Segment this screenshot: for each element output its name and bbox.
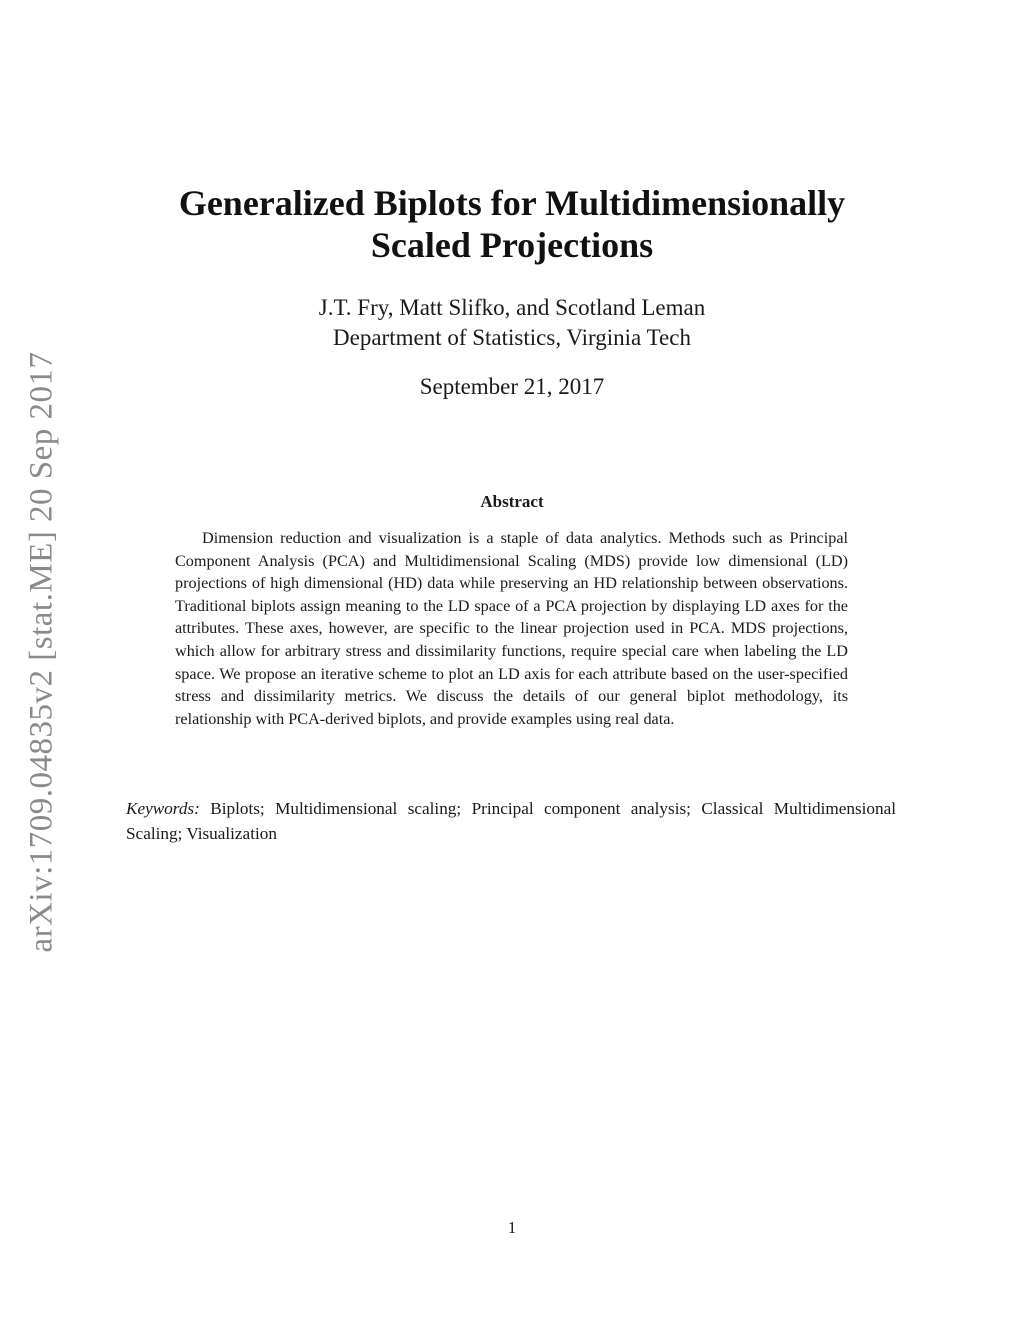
author-block bbox=[0, 293, 1024, 353]
abstract-heading: Abstract bbox=[480, 492, 544, 511]
publication-date: September 21, 2017 bbox=[419, 374, 605, 399]
title-line-2: Scaled Projections bbox=[370, 225, 654, 265]
paper-title bbox=[0, 182, 1024, 266]
abstract-text: Dimension reduction and visualization is a staple of data analytics. Methods such as Principal Component Analysis (PCA) and Multidimensional Scaling (MDS) provide low dimensional (LD) projections of high dimensional (HD) data while preserving an HD relationship between observations. Traditional biplots assign meaning to the LD space of a PCA projection by displaying LD axes for the attributes. These axes, however, are specific to the linear projection used in PCA. MDS projections, which allow for arbitrary stress and dissimilarity functions, require special care when labeling the LD space. We propose an iterative scheme to plot an LD axis for each attribute based on the user-specified stress and dissimilarity metrics. We discuss the details of our general biplot methodology, its relationship with PCA-derived biplots, and provide examples using real data. bbox=[175, 529, 848, 728]
arxiv-identifier-stamp: arXiv:1709.04835v2 [stat.ME] 20 Sep 2017 bbox=[23, 351, 60, 953]
author-names: J.T. Fry, Matt Slifko, and Scotland Leman bbox=[318, 295, 706, 320]
title-line-1: Generalized Biplots for Multidimensionally bbox=[178, 183, 846, 223]
keywords-paragraph bbox=[126, 796, 896, 846]
author-affiliation: Department of Statistics, Virginia Tech bbox=[333, 325, 691, 350]
keywords-list: Biplots; Multidimensional scaling; Principal component analysis; Classical Multidimensional Scaling; Visualization bbox=[126, 799, 896, 843]
page-number: 1 bbox=[507, 1218, 517, 1237]
keywords-label: Keywords: bbox=[126, 799, 200, 818]
